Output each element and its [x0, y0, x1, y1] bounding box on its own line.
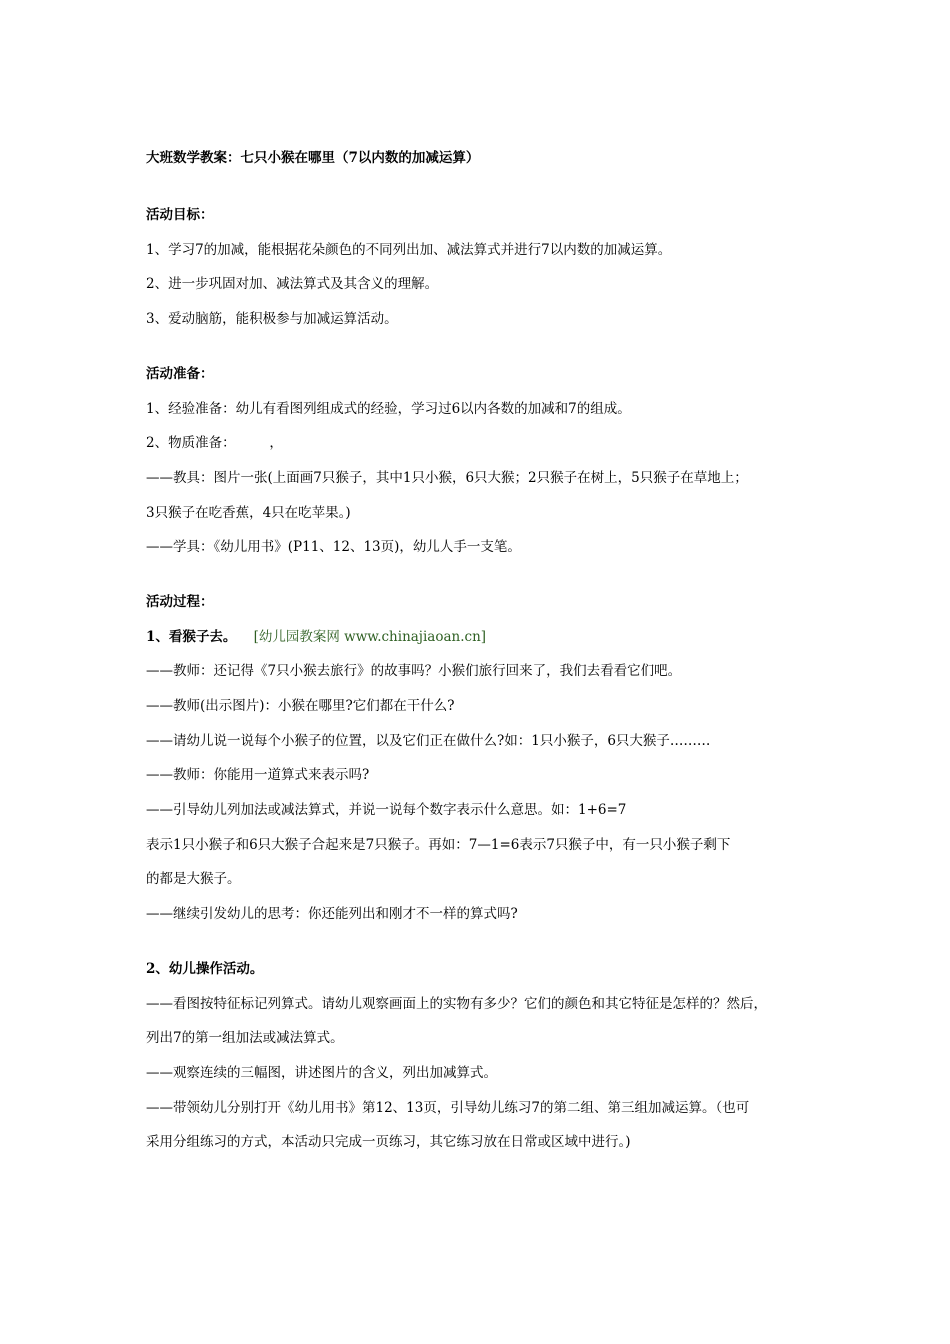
step1-title: 1、看猴子去。	[146, 629, 237, 645]
prep-item: 3只猴子在吃香蕉，4只在吃苹果。)	[146, 505, 351, 521]
step1-line: ——教师(出示图片)：小猴在哪里?它们都在干什么?	[146, 698, 455, 714]
goal-item: 3、爱动脑筋，能积极参与加减运算活动。	[146, 311, 398, 327]
step1-line: ——教师：还记得《7只小猴去旅行》的故事吗？小猴们旅行回来了，我们去看看它们吧。	[146, 663, 682, 679]
step1-line: 的都是大猴子。	[146, 871, 241, 887]
prep-item: ——教具：图片一张(上面画7只猴子，其中1只小猴，6只大猴；2只猴子在树上，5只猴子在草地上；	[146, 470, 748, 486]
step1-line: ——继续引发幼儿的思考：你还能列出和刚才不一样的算式吗?	[146, 906, 518, 922]
step1-line: ——引导幼儿列加法或减法算式，并说一说每个数字表示什么意思。如：1+6=7	[146, 802, 627, 818]
goal-item: 2、进一步巩固对加、减法算式及其含义的理解。	[146, 276, 439, 292]
step2-line: ——观察连续的三幅图，讲述图片的含义，列出加减算式。	[146, 1065, 497, 1081]
doc-title: 大班数学教案：七只小猴在哪里（7以内数的加减运算）	[146, 150, 480, 166]
prep-item: ——学具：《幼儿用书》(P11、12、13页)，幼儿人手一支笔。	[146, 539, 521, 555]
prep-heading: 活动准备：	[146, 366, 214, 382]
process-heading: 活动过程：	[146, 594, 214, 610]
goal-item: 1、学习7的加减，能根据花朵颜色的不同列出加、减法算式并进行7以内数的加减运算。	[146, 242, 672, 258]
step1-header	[146, 627, 486, 647]
step2-line: 列出7的第一组加法或减法算式。	[146, 1030, 344, 1046]
prep-item: 2、物质准备： ，	[146, 435, 283, 451]
site-link[interactable]: [幼儿园教案网 www.chinajiaoan.cn]	[253, 629, 487, 645]
step1-line: 表示1只小猴子和6只大猴子合起来是7只猴子。再如：7—1=6表示7只猴子中，有一只小猴子剩下	[146, 837, 731, 853]
step1-line: ——教师：你能用一道算式来表示吗?	[146, 767, 370, 783]
step2-line: 采用分组练习的方式，本活动只完成一页练习，其它练习放在日常或区域中进行。)	[146, 1134, 631, 1150]
step1-line: ——请幼儿说一说每个小猴子的位置，以及它们正在做什么?如：1只小猴子，6只大猴子………	[146, 733, 711, 749]
prep-item: 1、经验准备：幼儿有看图列组成式的经验，学习过6以内各数的加减和7的组成。	[146, 401, 631, 417]
step2-line: ——看图按特征标记列算式。请幼儿观察画面上的实物有多少？它们的颜色和其它特征是怎样的？然后，	[146, 996, 767, 1012]
goals-heading: 活动目标：	[146, 207, 214, 223]
step2-line: ——带领幼儿分别打开《幼儿用书》第12、13页，引导幼儿练习7的第二组、第三组加减运算。（也可	[146, 1100, 750, 1116]
step2-title: 2、幼儿操作活动。	[146, 961, 264, 977]
